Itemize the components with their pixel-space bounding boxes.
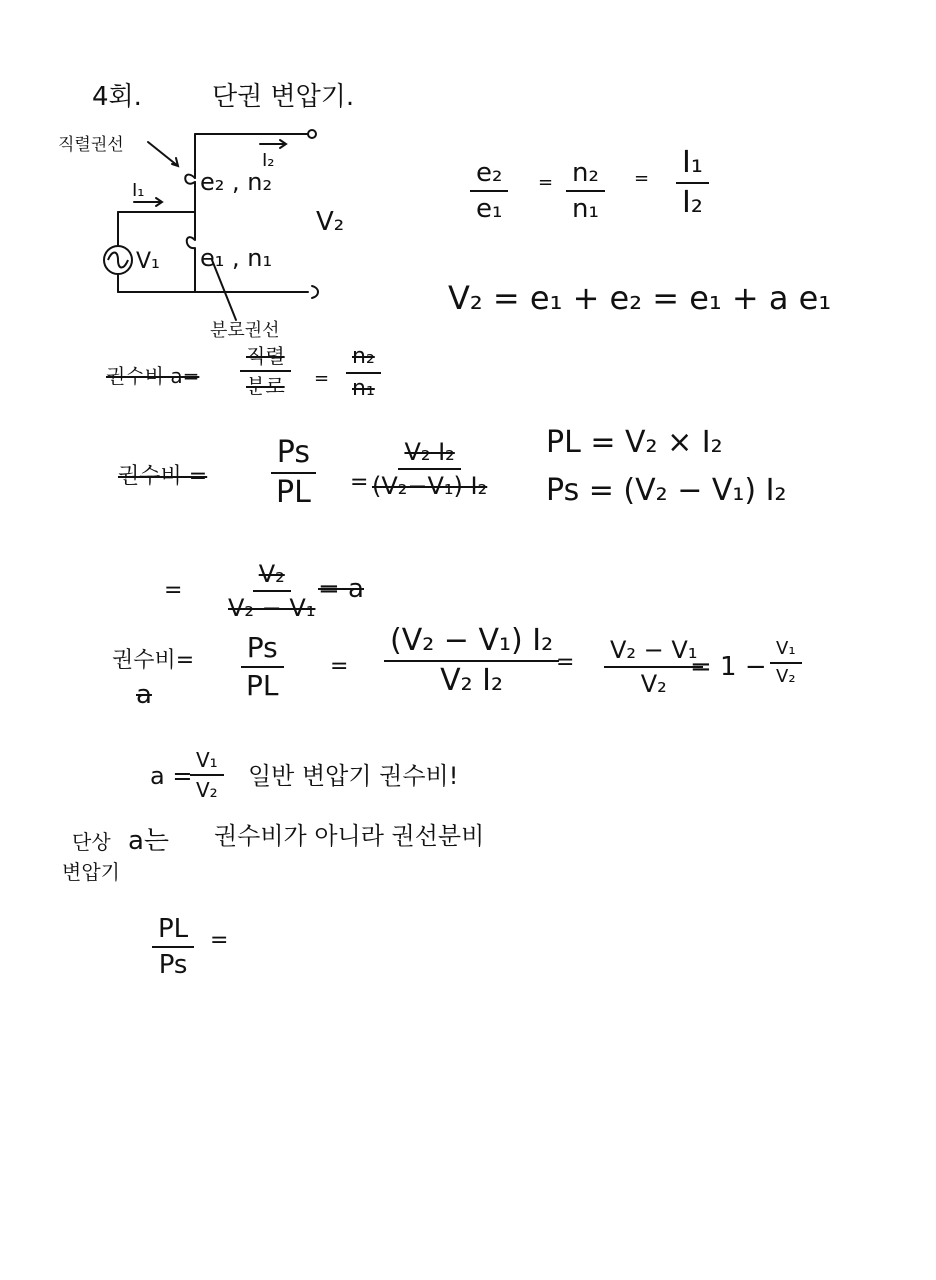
- voltage-difference-fraction: [604, 638, 703, 696]
- self-power-equation: Ps = (V₂ − V₁) I₂: [546, 473, 787, 508]
- lecture-number: 4회.: [92, 82, 142, 112]
- ratio-turns-denominator: n₁: [572, 194, 599, 224]
- voltage-ratio-fraction: [222, 562, 321, 620]
- turns-ratio-symbol-numerator: n₂: [346, 346, 381, 374]
- shunt-winding-label: 분로권선: [210, 320, 280, 340]
- v2-sum-equation: V₂ = e₁ + e₂ = e₁ + a e₁: [448, 279, 832, 317]
- general-a-fraction: [190, 750, 224, 800]
- power-ratio-second-denominator: PL: [246, 669, 279, 702]
- ac-source-icon: [104, 246, 132, 274]
- ratio-emf-numerator: e₂: [470, 160, 508, 192]
- note-single-phase: 단상: [72, 830, 111, 854]
- final-equals-sign: =: [210, 928, 229, 953]
- current-i1-label: I₁: [132, 180, 145, 201]
- current-i2-label: I₂: [262, 150, 275, 171]
- turns-ratio-symbol-fraction: [346, 346, 381, 400]
- secondary-voltage-label: V₂: [316, 207, 345, 237]
- lecture-subject: 단권 변압기.: [212, 82, 355, 112]
- turns-ratio-word-fraction: [240, 346, 291, 396]
- final-power-denominator: Ps: [158, 950, 188, 980]
- voltage-difference-numerator: V₂ − V₁: [604, 638, 703, 668]
- power-ratio-second-fraction: [240, 631, 284, 702]
- bottom-output-terminal: [312, 286, 318, 298]
- power-ratio-numerator: Ps: [271, 438, 316, 474]
- series-winding-coil: [185, 175, 195, 184]
- final-power-fraction: [152, 916, 194, 978]
- power-expanded-fraction: [384, 623, 559, 698]
- power-voltage-numerator: V₂ I₂: [398, 440, 460, 470]
- voltage-difference-denominator: V₂: [640, 670, 667, 698]
- voltage-ratio-final-numerator: V₁: [770, 640, 802, 664]
- general-a-numerator: V₁: [190, 750, 224, 776]
- ratio-second-label: 권수비=: [112, 648, 195, 673]
- ratio-current-numerator: I₁: [676, 148, 709, 184]
- equals-sign: =: [314, 368, 330, 389]
- voltage-ratio-final-fraction: [770, 640, 802, 686]
- series-label-arrow: [148, 142, 178, 166]
- power-ratio-denominator: PL: [276, 475, 311, 510]
- ratio-turns-numerator: n₂: [566, 160, 605, 192]
- one-minus-term: = 1 −: [690, 652, 767, 682]
- power-expanded-denominator: V₂ I₂: [440, 663, 504, 698]
- current-i2-arrow: [260, 140, 286, 148]
- power-ratio-label: 권수비 =: [118, 464, 208, 489]
- power-ratio-fraction: [270, 435, 317, 510]
- equals-sign: =: [330, 654, 349, 679]
- power-voltage-fraction: [366, 440, 493, 498]
- power-expanded-numerator: (V₂ − V₁) I₂: [384, 626, 559, 662]
- note-winding-ratio: 권수비가 아니라 권선분비: [214, 822, 485, 850]
- voltage-ratio-final-denominator: V₂: [776, 666, 796, 687]
- turns-ratio-word-numerator: 직렬: [240, 346, 291, 372]
- turns-ratio-symbol-denominator: n₁: [352, 376, 375, 401]
- equals-sign: =: [556, 650, 575, 675]
- primary-voltage-label: V₁: [136, 249, 160, 274]
- load-power-equation: PL = V₂ × I₂: [546, 425, 723, 460]
- general-transformer-note: 일반 변압기 권수비!: [248, 762, 459, 790]
- equals-sign: =: [634, 168, 650, 189]
- series-emf-label: e₂ , n₂: [200, 168, 273, 196]
- ratio-emf-denominator: e₁: [476, 194, 503, 224]
- equals-sign: =: [350, 470, 369, 495]
- final-power-numerator: PL: [152, 916, 194, 948]
- general-a-prefix: a =: [150, 762, 193, 790]
- equals-sign: =: [164, 578, 183, 603]
- ratio-current-fraction: [676, 145, 709, 220]
- power-ratio-second-numerator: Ps: [241, 634, 284, 668]
- turns-ratio-word-denominator: 분로: [246, 374, 285, 398]
- ratio-emf-fraction: [470, 160, 508, 222]
- shunt-emf-label: e₁ , n₁: [200, 244, 273, 272]
- power-voltage-denominator: (V₂−V₁) I₂: [372, 472, 488, 500]
- note-a-symbol: a는: [128, 826, 170, 856]
- ratio-current-denominator: I₂: [682, 185, 703, 220]
- autotransformer-circuit-diagram: [50, 120, 350, 340]
- voltage-ratio-result: = a: [318, 574, 364, 604]
- voltage-ratio-numerator: V₂: [253, 562, 291, 592]
- turns-ratio-label: 권수비 a=: [106, 364, 200, 388]
- general-a-denominator: V₂: [196, 778, 218, 802]
- note-transformer: 변압기: [62, 860, 120, 884]
- equals-sign: =: [538, 172, 554, 193]
- ratio-turns-fraction: [566, 160, 605, 222]
- ratio-second-struck-symbol: a: [136, 680, 152, 710]
- voltage-ratio-denominator: V₂ − V₁: [228, 594, 316, 622]
- shunt-winding-coil: [187, 212, 195, 292]
- top-output-terminal: [308, 130, 316, 138]
- series-winding-label: 직렬권선: [58, 135, 124, 155]
